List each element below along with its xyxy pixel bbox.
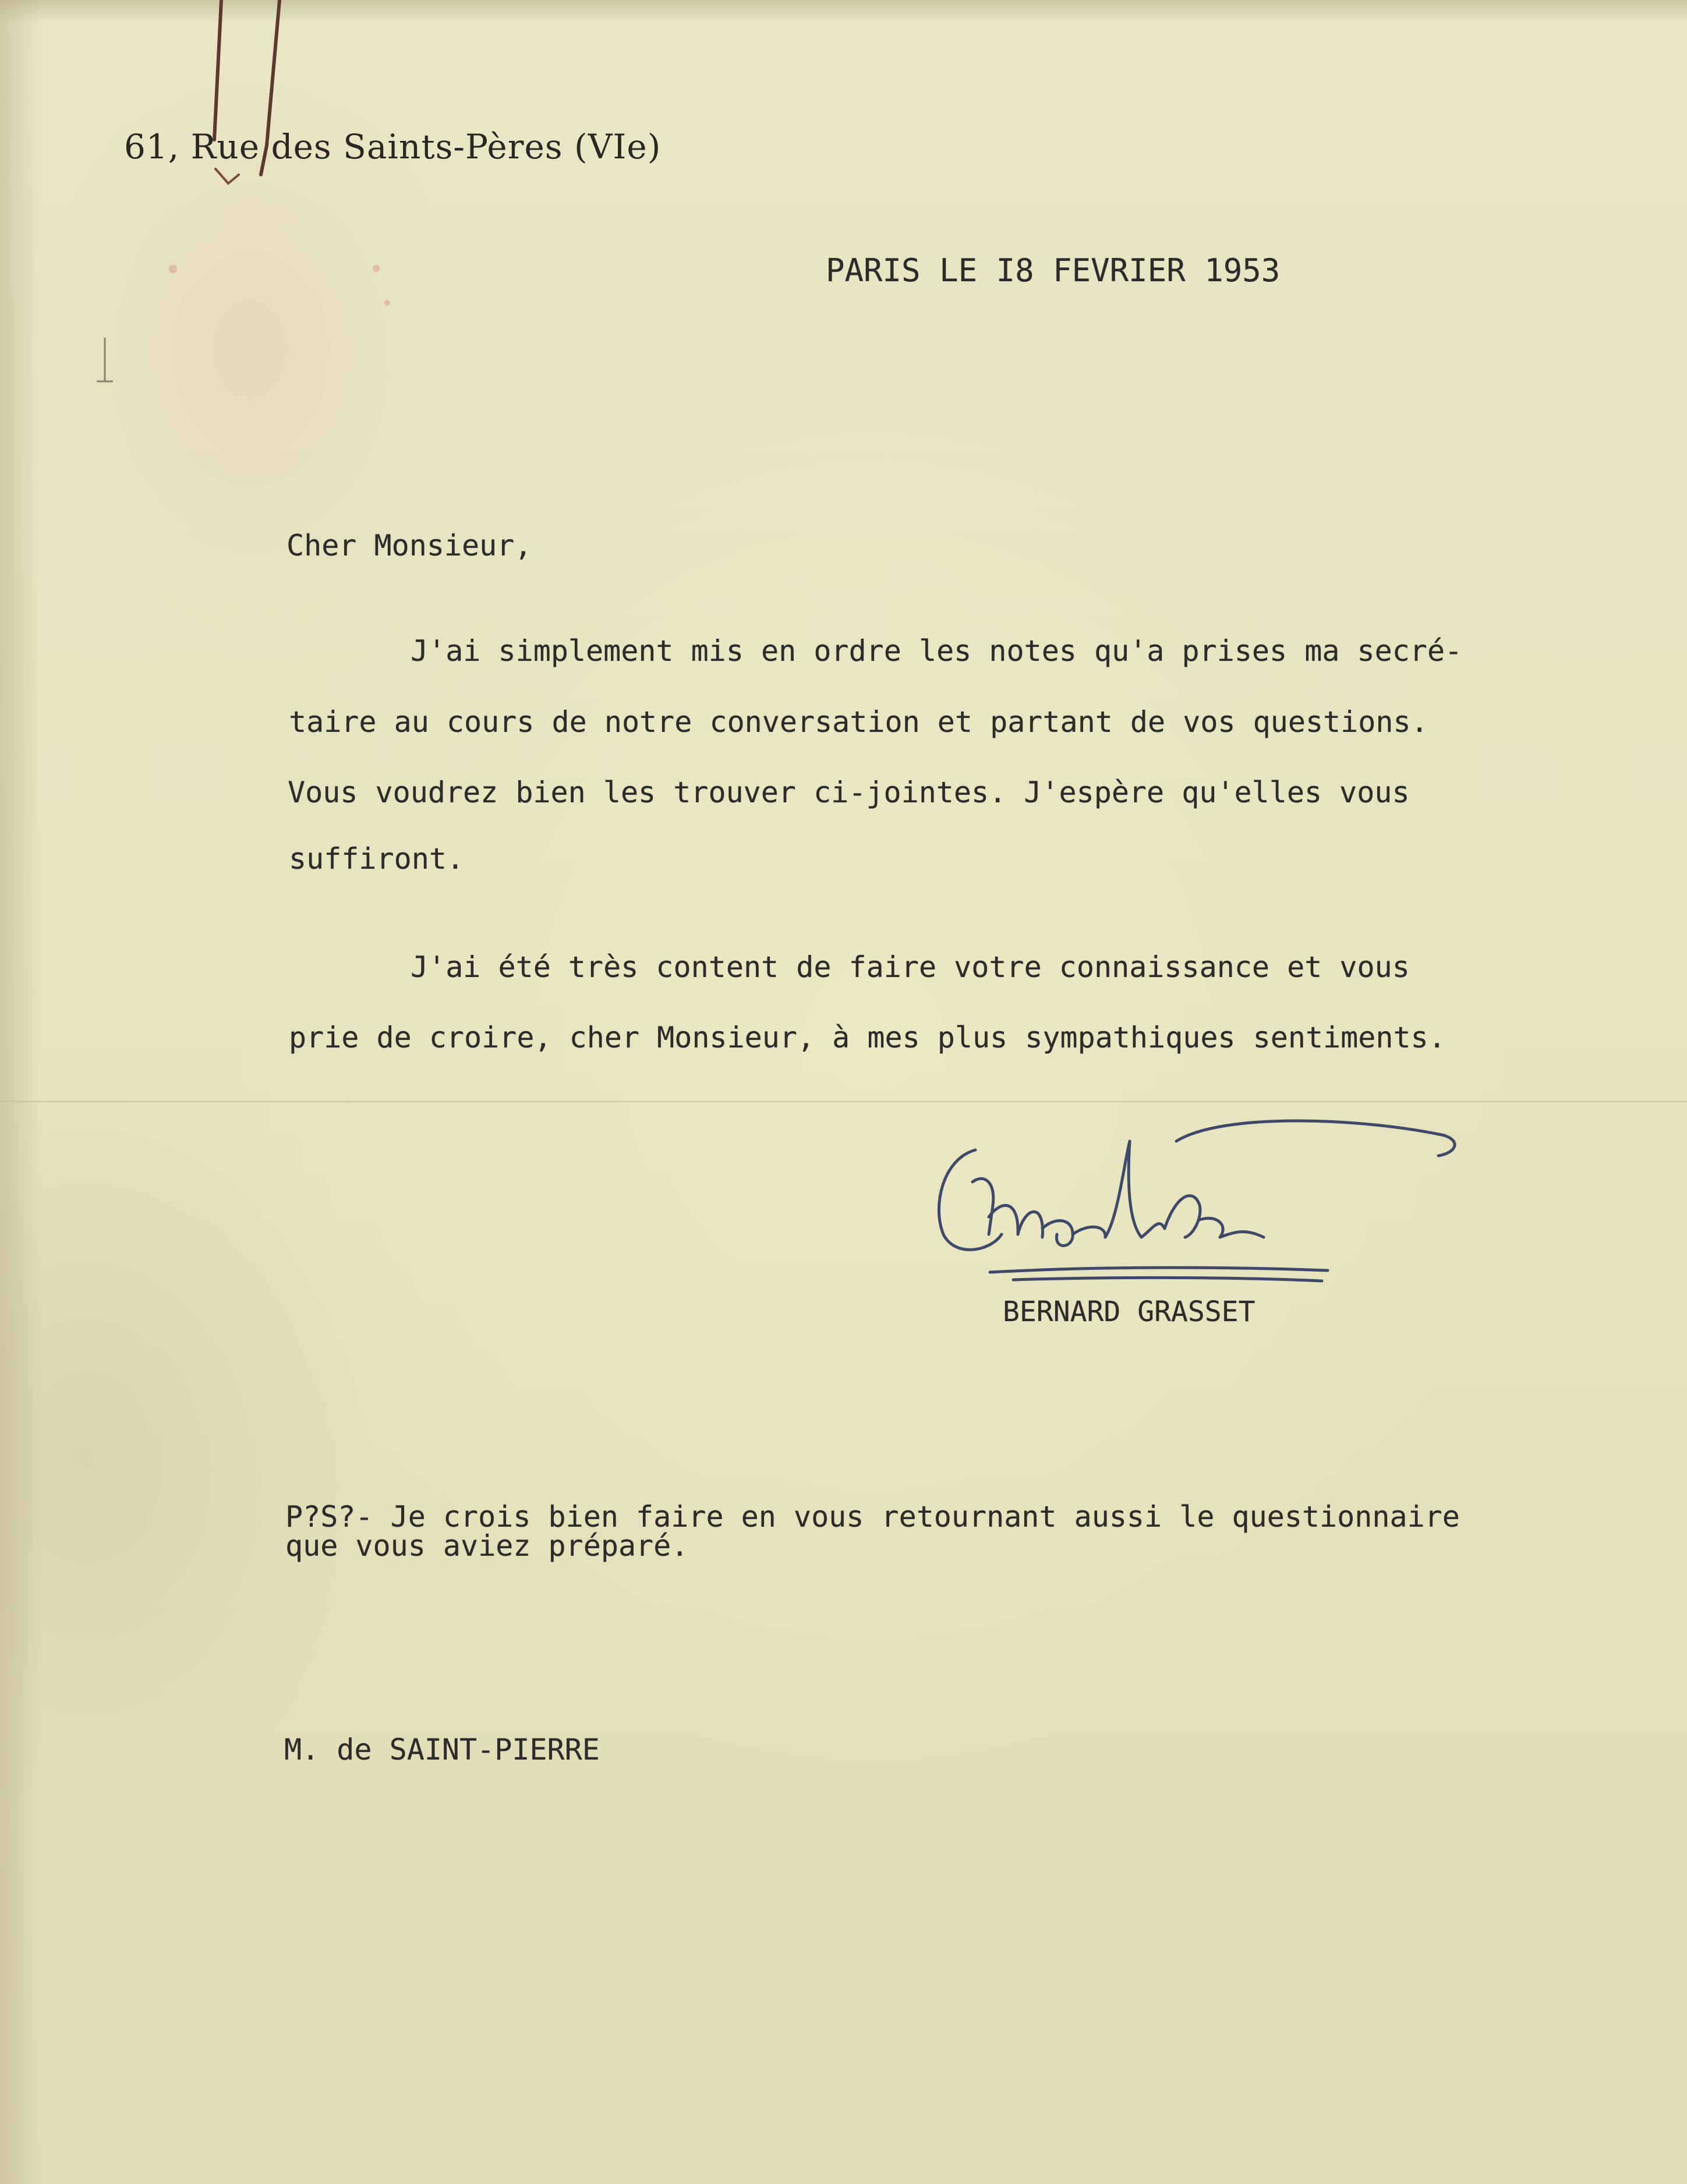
paragraph-1-line: J'ai simplement mis en ordre les notes qu'a prises ma secré- [411, 634, 1463, 668]
paper-edge-left [0, 0, 41, 2184]
ink-spot [169, 265, 177, 273]
recipient: M. de SAINT-PIERRE [284, 1733, 600, 1767]
letterhead-address: 61, Rue des Saints-Pères (VIe) [124, 127, 662, 167]
ink-strokes-mark [192, 0, 309, 198]
handwritten-signature [920, 1118, 1502, 1304]
signature-name: BERNARD GRASSET [1003, 1295, 1255, 1328]
postscript-line: que vous aviez préparé. [285, 1529, 689, 1563]
paragraph-2-line: prie de croire, cher Monsieur, à mes plus sympathiques sentiments. [289, 1021, 1446, 1054]
pencil-mark [93, 335, 116, 387]
ink-spot [384, 300, 390, 306]
ink-spot [373, 265, 380, 272]
paragraph-1-line: Vous voudrez bien les trouver ci-jointes. J'espère qu'elles vous [288, 776, 1410, 809]
paper-fold [0, 1100, 1687, 1103]
letter-date: PARIS LE I8 FEVRIER 1953 [826, 252, 1281, 289]
salutation: Cher Monsieur, [287, 529, 532, 562]
postscript-line: P?S?- Je crois bien faire en vous retournant aussi le questionnaire [285, 1500, 1460, 1534]
paragraph-2-line: J'ai été très content de faire votre connaissance et vous [411, 950, 1410, 984]
paragraph-1-line: suffiront. [289, 842, 465, 876]
paragraph-1-line: taire au cours de notre conversation et partant de vos questions. [289, 705, 1428, 739]
